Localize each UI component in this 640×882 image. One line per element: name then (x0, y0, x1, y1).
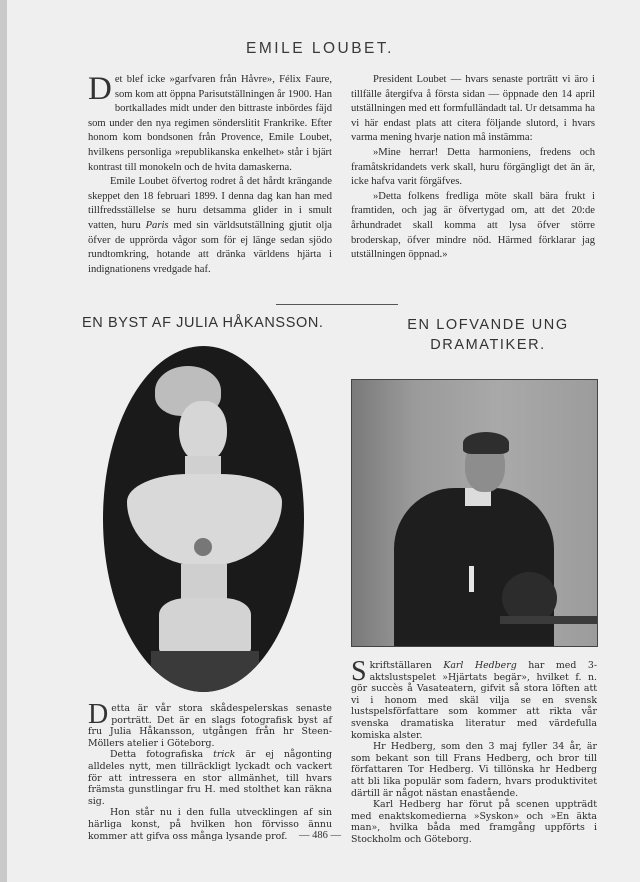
bust-paragraph-3: Hon står nu i den fulla utvecklingen af sin härliga konst, på hvilken hon förvisso ännu kommer att gifva oss många lysande prof. (88, 807, 332, 842)
loubet-paragraph-2: Emile Loubet öfvertog rodret å det hårdt krängande skeppet den 18 februari 1899. I denna dag kan han med tillfredsställelse se huru detsamma glider in i smult vatten, huru Paris med sin världsutställning gjutit olja öfver de upprörda vågor som för ej länge sedan sjödo rundtomkring, hotande att dränka världens hjärta i indignationens vredgade haf. (88, 176, 333, 275)
bust-face (179, 401, 227, 463)
dramatist-paragraph-2: Hr Hedberg, som den 3 maj fyller 34 år, är som bekant son till Frans Hedberg, och bror till författaren Tor Hedberg. Vi tillönska hr Hedberg att bli lika populär som fadern, hvars produktivitet därtill är något nästan enastående. (351, 741, 597, 799)
bust-paragraph-2: Detta fotografiska trick är ej någonting alldeles nytt, men tillräckligt lyckadt och vackert för att intressera en stor allmänhet, till hvars främsta gunstlingar fru H. med stolthet kan räkna sig. (88, 749, 332, 807)
page-number: — 486 — (299, 830, 341, 841)
bust-brooch (194, 538, 212, 556)
italic-trick: trick (213, 749, 236, 761)
dropcap: S (351, 656, 367, 687)
italic-karl-hedberg: Karl Hedberg (443, 660, 517, 671)
bust-pedestal (151, 651, 259, 692)
bust-base (159, 598, 251, 654)
loubet-quote-2: »Detta folkens fredliga möte skall bära frukt i framtiden, och jag är öfvertygad om, att det 20:de århundradet skall komma att lysa öfver större broderskap, öfver mindre nöd. Härmed förklarar jag utställningen öppnad.» (351, 190, 595, 261)
loubet-quote-1: »Mine herrar! Detta harmoniens, fredens och framåtskridandets verk skall, huru förgängligt det än är, icke hafva varit förgäfves. (351, 146, 595, 188)
hedberg-photo (351, 379, 598, 647)
dropcap: D (88, 71, 112, 107)
italic-paris: Paris (145, 219, 169, 231)
loubet-paragraph-3: President Loubet — hvars senaste porträtt vi äro i tillfälle återgifva å första sidan — öppnade den 14 april utställningen med ett formfulländadt tal. Ur detsamma ha vi här endast plats att citera följande slutord, i hvars varma mening hvarje nation må instämma: (351, 74, 595, 144)
loubet-paragraph-1: Det blef icke »garfvaren från Håvre», Félix Faure, som kom att öppna Parisutställningen år 1900. Han bortkallades midt under den bittraste inbördes fäjd som under den nya regimen sönderslitit Frankrike. Efter honom kom bondsonen från Provence, Emile Loubet, hvilkens personliga »republikanska enkelhet» står i bjärt kontrast till monokeln och de hvita damaskerna. (88, 71, 332, 173)
dramatist-paragraph-3: Karl Hedberg har förut på scenen uppträdt med enaktskomedierna »Syskon» och »En äkta man», hvilka båda med framgång uppförts i Stockholm och Göteborg. (351, 799, 597, 845)
bust-stem (181, 564, 227, 602)
side-table (500, 616, 597, 624)
dramatist-text-column (351, 656, 598, 846)
man-cuff (469, 566, 474, 592)
bust-heading: EN BYST AF JULIA HÅKANSSON. (82, 315, 324, 331)
dropcap: D (88, 699, 109, 730)
loubet-left-column (88, 73, 332, 277)
bust-photo (103, 346, 304, 692)
bust-text-column (88, 699, 332, 842)
bust-paragraph-1: Detta är vår stora skådespelerskas senaste porträtt. Det är en slags fotografisk byst af fru Julia Håkansson, utgången från hr Steen-Möllers atelier i Göteborg. (88, 699, 332, 749)
loubet-right-column (351, 73, 595, 263)
section-divider (276, 304, 398, 305)
page-title: EMILE LOUBET. (246, 40, 394, 57)
dramatist-paragraph-1: Skriftställaren Karl Hedberg har med 3-aktslustspelet »Hjärtats begär», hvilket f. n. gör succès å Vasateatern, gifvit så stora löften att vi i honom med skäl vilja se en svensk lustspelsförfattare som kommer att rikta vår svenska dramatiska literatur med värdefulla komiska alster. (351, 656, 598, 741)
man-hair (463, 432, 509, 454)
page-edge (0, 0, 7, 882)
dramatist-heading: EN LOFVANDE UNG DRAMATIKER. (407, 317, 569, 353)
